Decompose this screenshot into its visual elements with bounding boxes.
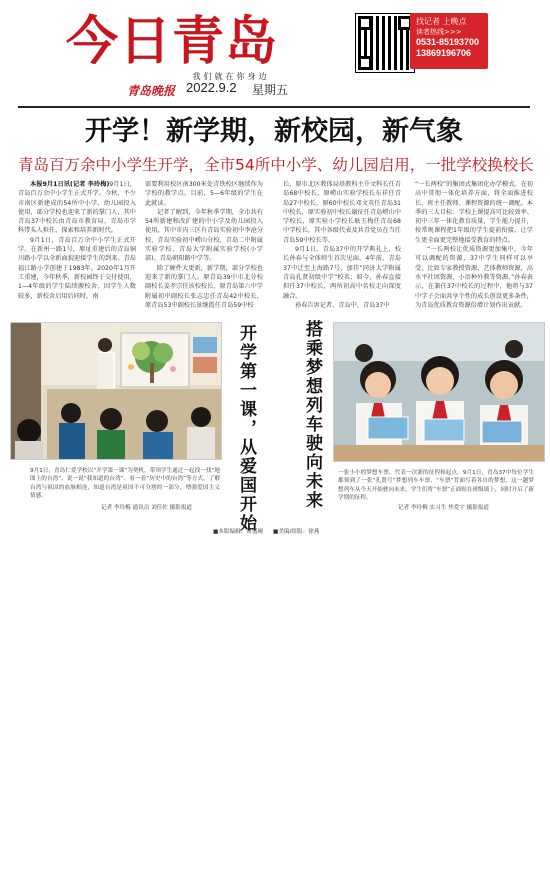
left-photo-credit: 记者 李玲梅 通讯员 刘佳佐 摄影报道 <box>101 505 193 511</box>
article-paragraph: 除了硬件大更新，新学期，部分学校也迎来了新的掌门人。原青岛39中市北分校副校长姜孝宗任该校校长，原青岛第六中学附属初中副校长张志忠任青岛42中校长，原青岛53中副校长景继霞任青岛59中校 <box>145 264 263 308</box>
hotline-phone-2: 13869196706 <box>416 48 472 58</box>
page-designer: ■美编/组版：徐燕 <box>273 529 320 535</box>
headline-divider <box>18 106 530 108</box>
students-ticket-photo <box>333 322 545 462</box>
classroom-photo <box>10 322 222 460</box>
headline: 开学！新学期，新校园，新气象 <box>85 116 463 147</box>
subheadline: 青岛百万余中小学生开学，全市54所中小学、幼儿园启用，一批学校换校长 <box>18 156 534 174</box>
page-editor: ■本版编辑：常盛婉 <box>213 529 264 535</box>
article-paragraph: “一长两校让优质资源更加集中，今年可以调配的资源，37中学生同样可以享受，比如专家教授资源，艺体教师资源，高水平社团资源、小语种外教等资源。”孙春表示，在兼任37中校长的过程中，他将与37中学子会面共享个性的成长创设更多条件，为青岛优质教育资源倍增计划作出贡献。 <box>415 246 533 308</box>
brand-logo: 青岛晚报 <box>127 84 176 98</box>
editor-credit-line <box>213 527 319 535</box>
article-paragraph: 长，原市北区教体局基教科主升文科长任青岛68中校长，原崂山实验学校长东祥任青岛27中校长，原60中校长邓文英任青岛31中校长，原实验初中校长谢征任青岛崂山中学校长，原实验小学校长耿玉梅任青岛68中学校长，其中各级代表及共青党员在当任青岛59中校长等。 <box>283 181 401 244</box>
reader-hotline-box <box>410 13 488 69</box>
article-paragraph: 9月1日，青岛百万余中小学生正式开学。今秋，不少市南区新建成的54所中小学、幼儿园投入使用，部分学校也迎来了新的掌门人，其中青岛37中校长由青岛市教育局、青岛市学科带头人担任，探索和培养新时代。 <box>18 181 136 235</box>
publication-weekday: 星期五 <box>252 83 289 97</box>
left-photo-title: 开学第一课，从爱国开始 <box>236 324 256 533</box>
article-paragraph: 孙春告诉记者，青岛中，青岛37中 <box>295 301 390 308</box>
article-paragraph: 9月1日，青岛百万余中小学生正式开学。在新州一路1号，原址重建后的青岛铜川路小学以全新面貌迎接学生的到来。青岛福江路小学创建于1983年，2020年1月开工重建，今年秋季，新校园终于交付使用，1—4年级的学生陆续搬校舍。因学生人数较多，新校舍启用后同时，南 <box>18 236 136 300</box>
article-lead: 本报9月1日讯(记者 李玲梅) <box>30 181 110 188</box>
article-column-1 <box>18 180 136 308</box>
article-paragraph: 需要利用校区南300米处青铁校区继续作为学校的教学点。目前，5—6年级的学生在此就读。 <box>145 181 263 207</box>
hotline-phone-1: 0531-85193700 <box>416 37 480 47</box>
article-column-4 <box>415 180 533 308</box>
hotline-top-text: 找记者 上晚点 <box>416 17 467 26</box>
right-photo-title: 搭乘梦想列车驶向未来 <box>302 320 322 510</box>
left-photo-caption: 9月1日，青岛仁爱学校以“开学第一课”为契机，带领学生通过一起找一找“地图上的台湾”、说一说“我知道的台湾”、看一看“历史中的台湾”等方式，了解台湾与祖国的血脉相连，知道台湾是祖国不可分割的一部分，增强爱国主义情感。 <box>30 468 220 499</box>
masthead-slogan: 我们就在你身边 <box>192 72 270 81</box>
article-paragraph: “一长两校”的集团式集团化办学模式。在初高中贯彻一体化培养方面，将全面推进校长、班主任教师、课程资源的统一调配。本季的三大目标：学校上课提高可比较效率、初中三年一体化教育质量，学生能力提升，按常规课程把1年级的学生提前衔接，让学生更全面更完整地接受教育的特点。 <box>415 181 533 244</box>
qr-code-icon[interactable] <box>356 14 414 72</box>
right-photo-credit: 记者 李玲梅 实习生 焦爱宇 摄影报道 <box>398 505 490 511</box>
hotline-middle-text: 读者热线>>> <box>416 28 462 36</box>
article-paragraph: 记者了解到，今年秋季学期，全市共有54所新建和改扩建的中小学及幼儿园投入使用，其中市内三区有青岛实验初中李沧分校、青岛实验初中崂山分校、青岛二中附属实验学校、青岛大学附属实验学校(小学部)、青岛朝阳路中学等。 <box>145 208 263 263</box>
article-column-3 <box>283 180 401 308</box>
article-column-2 <box>145 180 263 308</box>
article-paragraph: 9月1日，青岛37中的开学典礼上，校长孙春与全体师生首次见面。4年前，青岛37中迁至上海路7号，加挂“同济大学附属青岛孔贤初级中学”校名；如今，孙春直接担任37中校长，两所初高中名校走向深度融合。 <box>283 246 401 300</box>
publication-date: 2022.9.2 <box>186 80 237 95</box>
masthead-title: 今日青岛 <box>66 12 279 72</box>
right-photo-caption: 一张小小的梦想车票，代表一次新的征程和起点。9月1日，青岛37中每位学生都领到了一张“孔贤号”梦想列车车票，“车票”背面写着各自的梦想，这一趟梦想列车从今天开始驶向未来，学生们将“车票”正面贴在班级墙上，同时开启了新学期的征程。 <box>338 470 534 501</box>
